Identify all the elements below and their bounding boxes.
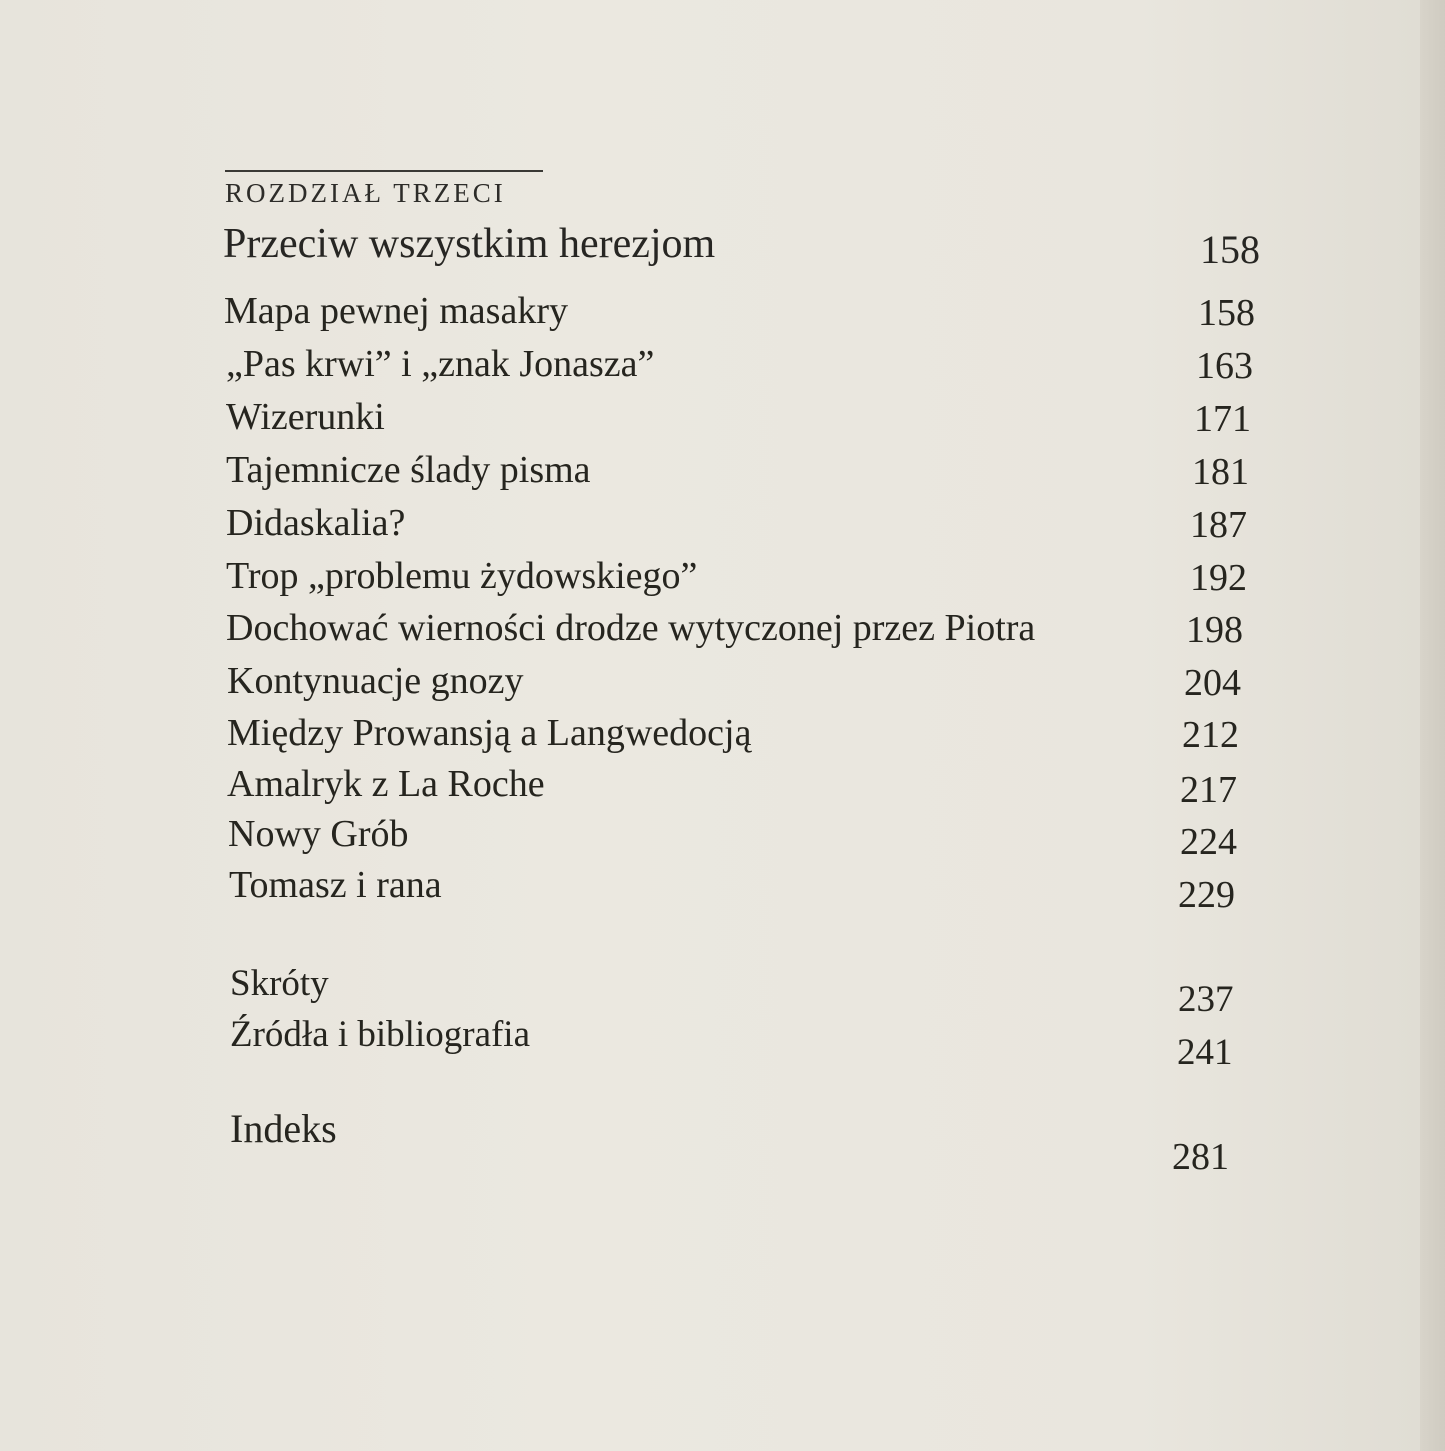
toc-entry-title: Między Prowansją a Langwedocją: [227, 712, 752, 754]
toc-entry-title: Kontynuacje gnozy: [227, 660, 524, 702]
toc-entry-page: 198: [1186, 609, 1243, 651]
toc-entry: [0, 762, 1445, 812]
toc-entry: [0, 501, 1445, 551]
toc-entry-page: 158: [1198, 292, 1255, 334]
back-matter-title: Źródła i bibliografia: [230, 1014, 531, 1055]
toc-entry-title: Tomasz i rana: [229, 864, 442, 906]
index-page-number: 281: [1172, 1136, 1229, 1178]
toc-entry-page: 224: [1180, 821, 1237, 863]
page-edge: [1420, 0, 1445, 1451]
toc-entry-title: Wizerunki: [226, 396, 385, 438]
toc-entry-title: Trop „problemu żydowskiego”: [226, 555, 698, 597]
toc-entry: [0, 448, 1445, 498]
chapter-page-number: 158: [1200, 227, 1260, 272]
back-matter-title: Skróty: [230, 963, 329, 1004]
toc-entry: [0, 289, 1445, 339]
toc-entry-page: 171: [1194, 398, 1251, 440]
toc-entry-page: 217: [1180, 769, 1237, 811]
toc-entry: [0, 554, 1445, 604]
toc-entry-title: Amalryk z La Roche: [227, 763, 545, 805]
back-matter-page: 237: [1178, 979, 1234, 1020]
chapter-rule: [225, 170, 543, 172]
toc-entry-page: 192: [1190, 557, 1247, 599]
toc-entry-title: Nowy Grób: [228, 813, 409, 855]
toc-entry-page: 204: [1184, 662, 1241, 704]
toc-entry-title: Mapa pewnej masakry: [224, 290, 568, 332]
toc-entry: [0, 342, 1445, 392]
back-matter-page: 241: [1177, 1032, 1233, 1073]
back-matter-entry: [0, 962, 1445, 1020]
chapter-title: Przeciw wszystkim herezjom: [223, 221, 716, 267]
toc-entry-title: Dochować wierności drodze wytyczonej przez Piotra: [226, 607, 1036, 649]
toc-entry-page: 187: [1190, 504, 1247, 546]
toc-entry: [0, 659, 1445, 709]
toc-entry-page: 212: [1182, 714, 1239, 756]
toc-entry: [0, 606, 1445, 656]
toc-entry: [0, 395, 1445, 445]
toc-entry: [0, 711, 1445, 761]
toc-entry-page: 181: [1192, 451, 1249, 493]
index-title: Indeks: [230, 1106, 337, 1151]
toc-entry-page: 229: [1178, 874, 1235, 916]
back-matter-entry: [0, 1013, 1445, 1073]
toc-entry: [0, 863, 1445, 916]
toc-entry: [0, 812, 1445, 862]
chapter-label: ROZDZIAŁ TRZECI: [225, 178, 506, 208]
toc-entry-title: „Pas krwi” i „znak Jonasza”: [226, 343, 655, 385]
toc-entry-page: 163: [1196, 345, 1253, 387]
toc-entry-title: Didaskalia?: [226, 502, 406, 544]
toc-entry-title: Tajemnicze ślady pisma: [226, 449, 591, 491]
